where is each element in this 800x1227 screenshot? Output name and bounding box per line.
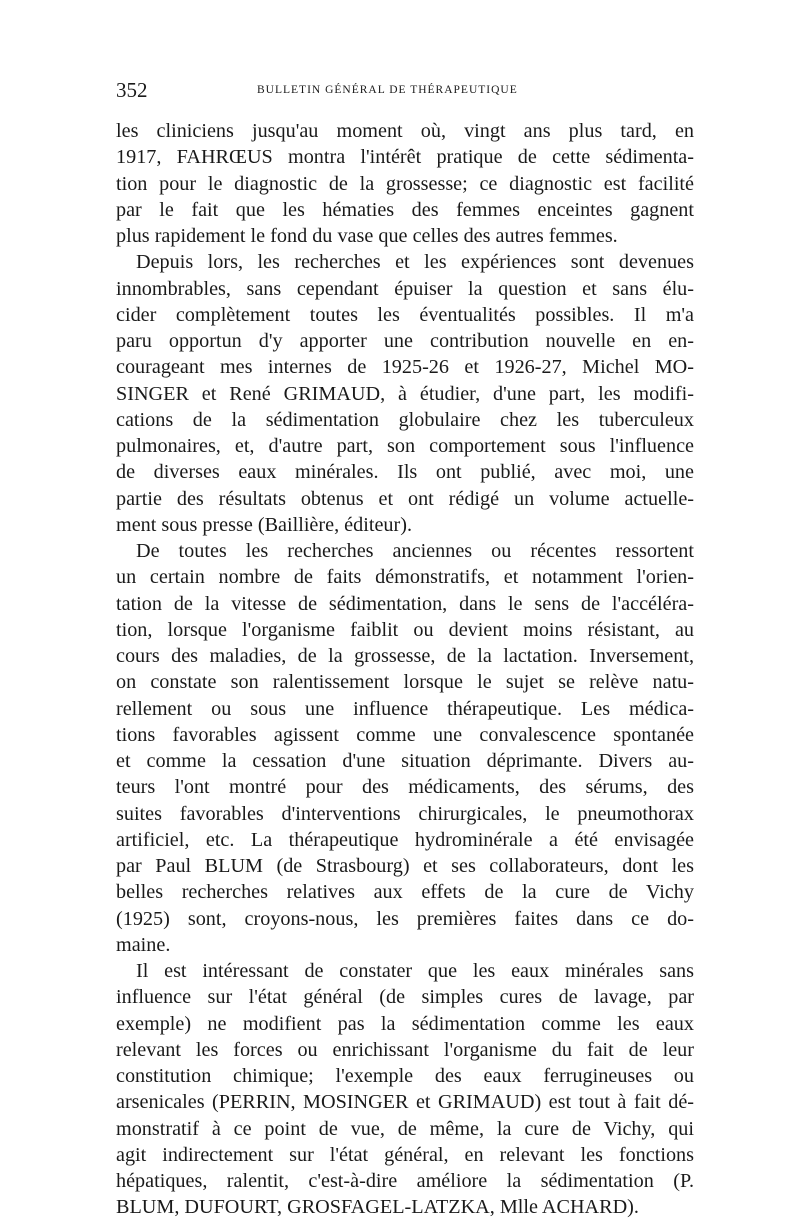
page-number: 352 <box>116 78 148 102</box>
text-line: les cliniciens jusqu'au moment où, vingt ans plus tard, en <box>116 120 694 142</box>
text-line: 1917, FAHRŒUS montra l'intérêt pratique de cette sédimenta- <box>116 146 694 169</box>
text-line: exemple) ne modifient pas la sédimentation comme les eaux <box>116 1012 694 1035</box>
text-line: tation de la vitesse de sédimentation, dans le sens de l'accéléra- <box>116 592 694 615</box>
text-line: maine. <box>116 933 171 956</box>
text-line: agit indirectement sur l'état général, en relevant les fonctions <box>116 1143 694 1166</box>
text-line: belles recherches relatives aux effets de la cure de Vichy <box>116 881 694 904</box>
text-line: teurs l'ont montré pour des médicaments, des sérums, des <box>116 776 694 799</box>
text-line: SINGER et René GRIMAUD, à étudier, d'une part, les modifi- <box>116 382 694 405</box>
text-line: innombrables, sans cependant épuiser la question et sans élu- <box>116 277 694 300</box>
text-line: ment sous presse (Baillière, éditeur). <box>116 513 412 536</box>
text-line: monstratif à ce point de vue, de même, la cure de Vichy, qui <box>116 1117 694 1140</box>
text-line: cours des maladies, de la grossesse, de la lactation. Inversement, <box>116 645 694 667</box>
text-line: paru opportun d'y apporter une contribution nouvelle en en- <box>116 330 694 352</box>
text-line: arsenicales (PERRIN, MOSINGER et GRIMAUD) est tout à fait dé- <box>116 1091 694 1114</box>
page-header <box>116 78 694 102</box>
text-line: influence sur l'état général (de simples cures de lavage, par <box>116 986 694 1009</box>
text-line: par le fait que les hématies des femmes enceintes gagnent <box>116 198 694 221</box>
text-line: (1925) sont, croyons-nous, les premières faites dans ce do- <box>116 907 694 930</box>
text-line: on constate son ralentissement lorsque le sujet se relève natu- <box>116 671 694 694</box>
text-line: relevant les forces ou enrichissant l'organisme du fait de leur <box>116 1038 694 1061</box>
text-line: Depuis lors, les recherches et les expériences sont devenues <box>136 251 694 274</box>
text-line: artificiel, etc. La thérapeutique hydrominérale a été envisagée <box>116 828 694 851</box>
running-title: BULLETIN GÉNÉRAL DE THÉRAPEUTIQUE <box>257 84 518 96</box>
text-line: tion, lorsque l'organisme faiblit ou devient moins résistant, au <box>116 618 694 641</box>
text-line: et comme la cessation d'une situation déprimante. Divers au- <box>116 750 694 772</box>
text-line: cations de la sédimentation globulaire chez les tuberculeux <box>116 408 694 431</box>
text-line: plus rapidement le fond du vase que celles des autres femmes. <box>116 225 618 247</box>
text-line: BLUM, DUFOURT, GROSFAGEL-LATZKA, Mlle ACHARD). <box>116 1196 639 1219</box>
text-line: de diverses eaux minérales. Ils ont publié, avec moi, une <box>116 461 694 484</box>
text-line: tions favorables agissent comme une convalescence spontanée <box>116 723 694 746</box>
text-line: rellement ou sous une influence thérapeutique. Les médica- <box>116 697 694 720</box>
text-line: Il est intéressant de constater que les eaux minérales sans <box>136 960 694 982</box>
text-line: cider complètement toutes les éventualités possibles. Il m'a <box>116 303 694 326</box>
text-line: pulmonaires, et, d'autre part, son comportement sous l'influence <box>116 435 694 457</box>
text-line: hépatiques, ralentit, c'est-à-dire améliore la sédimentation (P. <box>116 1170 694 1192</box>
text-line: suites favorables d'interventions chirurgicales, le pneumothorax <box>116 802 694 825</box>
text-line: courageant mes internes de 1925-26 et 1926-27, Michel MO- <box>116 356 694 379</box>
text-line: par Paul BLUM (de Strasbourg) et ses collaborateurs, dont les <box>116 855 694 877</box>
text-line: constitution chimique; l'exemple des eaux ferrugineuses ou <box>116 1065 694 1087</box>
body-text <box>116 118 694 1221</box>
text-line: tion pour le diagnostic de la grossesse; ce diagnostic est facilité <box>116 172 694 195</box>
text-line: De toutes les recherches anciennes ou récentes ressortent <box>136 540 694 562</box>
text-line: partie des résultats obtenus et ont rédigé un volume actuelle- <box>116 487 694 510</box>
text-line: un certain nombre de faits démonstratifs, et notamment l'orien- <box>116 566 694 589</box>
